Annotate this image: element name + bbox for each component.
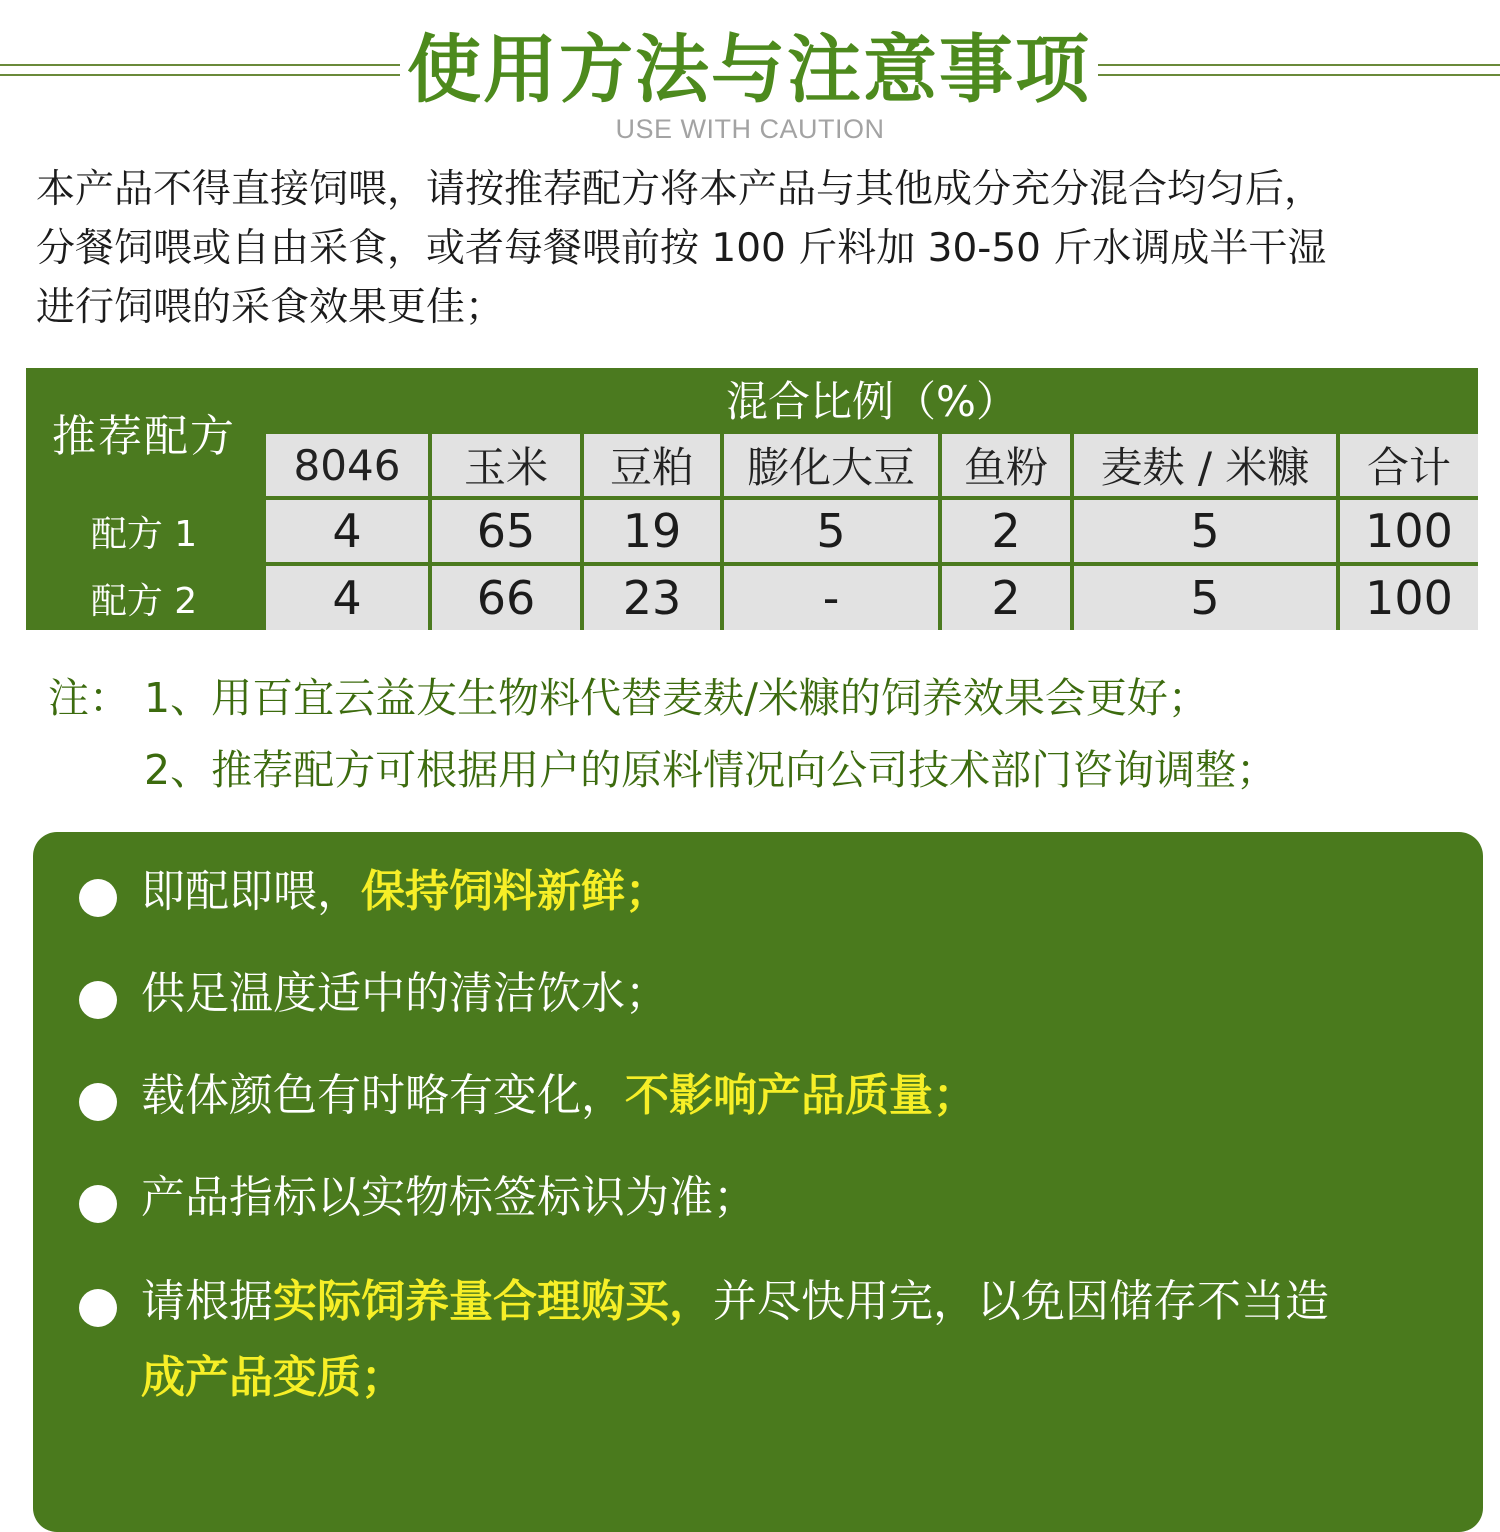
column-header: 合计: [1340, 434, 1478, 496]
note-text: 2、推荐配方可根据用户的原料情况向公司技术部门咨询调整；: [144, 746, 1278, 794]
column-header: 麦麸 / 米糠: [1074, 434, 1336, 496]
caution-item: [79, 854, 1439, 936]
caution-highlight: 成产品变质；: [141, 1352, 405, 1403]
bullet-dot-icon: [79, 1083, 117, 1121]
caution-text: 并尽快用完，以免因储存不当造: [713, 1276, 1329, 1327]
notes-block: [48, 662, 1468, 806]
caution-text: 载体颜色有时略有变化，: [141, 1070, 625, 1121]
row-label: 配方 2: [90, 580, 198, 622]
intro-line: 本产品不得直接饲喂，请按推荐配方将本产品与其他成分充分混合均匀后，: [36, 167, 1324, 212]
table-cell: 23: [584, 566, 720, 630]
table-cell: 2: [942, 500, 1070, 562]
intro-line: 进行饲喂的采食效果更佳；: [36, 285, 505, 330]
caution-item: [79, 956, 1439, 1038]
caution-highlight: 不影响产品质量；: [625, 1070, 977, 1121]
table-cell: 5: [1074, 566, 1336, 630]
caution-highlight: 实际饲养量合理购买，: [273, 1276, 713, 1327]
page-title: 使用方法与注意事项: [407, 27, 1091, 113]
page-subtitle: USE WITH CAUTION: [615, 114, 885, 144]
title-rule-left: [0, 62, 400, 78]
table-corner-header: 推荐配方: [52, 411, 236, 462]
column-header: 8046: [266, 434, 428, 496]
row-label: 配方 1: [90, 513, 198, 555]
intro-paragraph: [36, 160, 1476, 337]
bullet-dot-icon: [79, 981, 117, 1019]
caution-text: 产品指标以实物标签标识为准；: [141, 1172, 757, 1223]
table-cell: 2: [942, 566, 1070, 630]
table-cell: 100: [1340, 500, 1478, 562]
caution-panel: [33, 832, 1483, 1532]
caution-item: [79, 1264, 1439, 1416]
bullet-dot-icon: [79, 1185, 117, 1223]
column-header: 鱼粉: [942, 434, 1070, 496]
table-cell: 5: [1074, 500, 1336, 562]
caution-highlight: 保持饲料新鲜；: [361, 866, 669, 917]
caution-text: 请根据: [141, 1276, 273, 1327]
note-item: [48, 734, 1468, 806]
table-cell: 66: [432, 566, 580, 630]
table-cell: 65: [432, 500, 580, 562]
table-cell: 4: [266, 500, 428, 562]
note-item: [48, 662, 1468, 734]
caution-item: [79, 1058, 1439, 1140]
mix-ratio-header: 混合比例（%）: [726, 377, 1018, 426]
table-cell: -: [724, 566, 938, 630]
intro-line: 分餐饲喂或自由采食，或者每餐喂前按 100 斤料加 30-50 斤水调成半干湿: [36, 226, 1327, 271]
bullet-dot-icon: [79, 879, 117, 917]
caution-item: [79, 1160, 1439, 1242]
caution-text: 即配即喂，: [141, 866, 361, 917]
bullet-dot-icon: [79, 1289, 117, 1327]
note-text: 1、用百宜云益友生物料代替麦麸/米糠的饲养效果会更好；: [144, 674, 1209, 722]
caution-text: 供足温度适中的清洁饮水；: [141, 968, 669, 1019]
table-cell: 5: [724, 500, 938, 562]
table-cell: 100: [1340, 566, 1478, 630]
table-cell: 19: [584, 500, 720, 562]
column-header: 豆粕: [584, 434, 720, 496]
column-header: 膨化大豆: [724, 434, 938, 496]
table-cell: 4: [266, 566, 428, 630]
recipe-table: [26, 368, 1478, 630]
page-header: [0, 0, 1500, 160]
title-rule-right: [1098, 62, 1500, 78]
column-header: 玉米: [432, 434, 580, 496]
note-prefix: 注：: [48, 674, 130, 722]
